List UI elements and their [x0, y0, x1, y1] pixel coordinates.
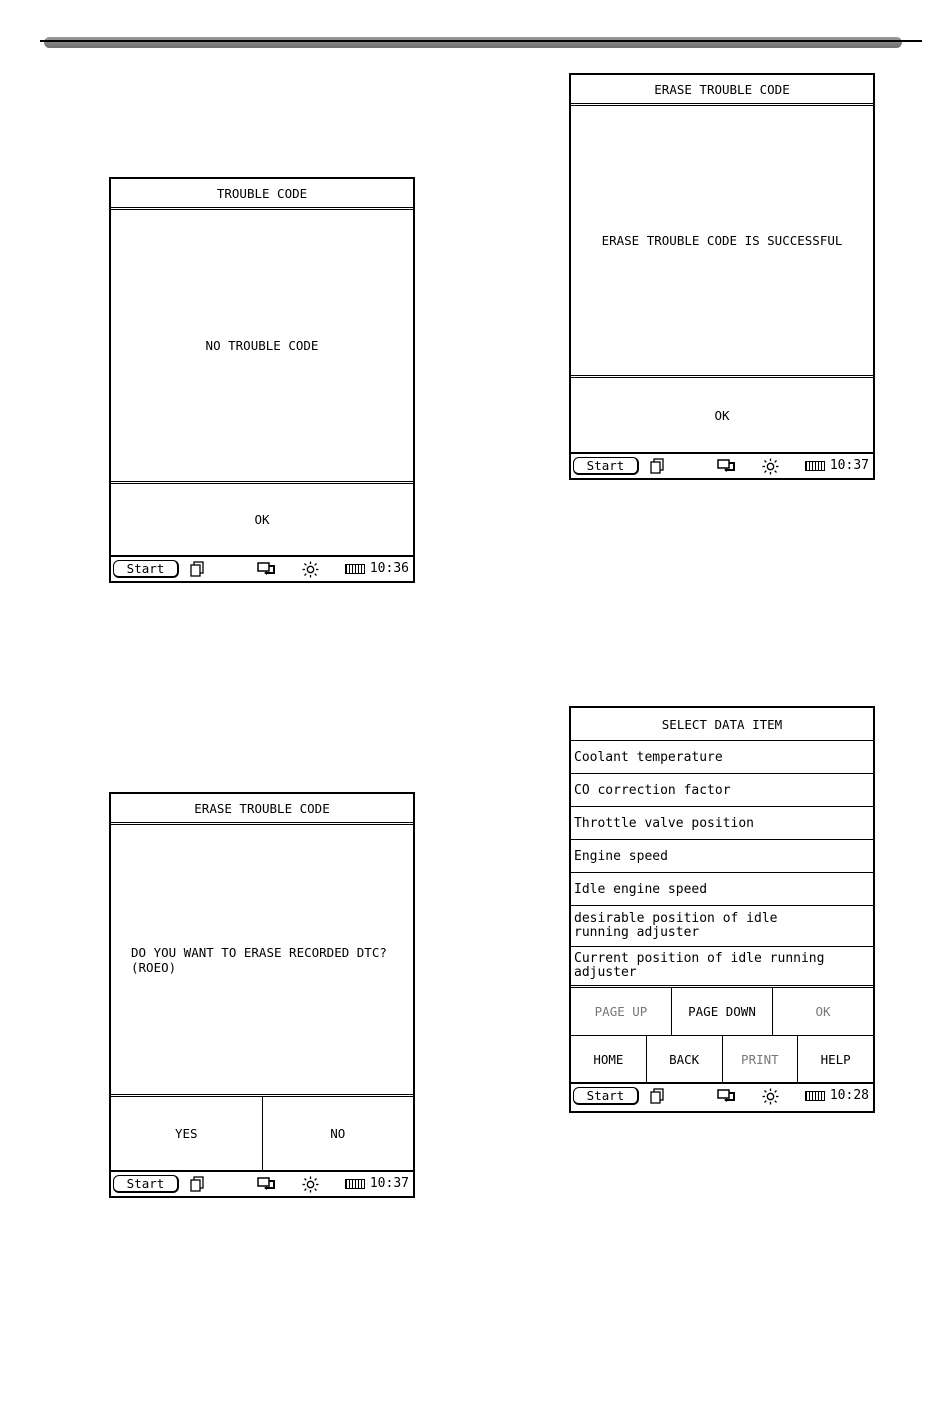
screen-trouble-code: [109, 177, 415, 583]
windows-icon[interactable]: [189, 561, 205, 577]
list-item-label: desirable position of idle running adjuster: [574, 911, 778, 940]
message-area: [111, 825, 413, 1097]
yes-button[interactable]: YES: [174, 1126, 198, 1141]
connection-icon[interactable]: [717, 1088, 735, 1104]
taskbar: [571, 454, 873, 478]
screen-title: ERASE TROUBLE CODE: [571, 75, 873, 106]
screen-erase-success: [569, 73, 875, 480]
start-button[interactable]: Start: [573, 1087, 639, 1105]
message-area: [571, 106, 873, 378]
header-rule-shadow: [44, 37, 902, 48]
screen-select-data-item: [569, 706, 875, 1113]
message-line: DO YOU WANT TO ERASE RECORDED DTC?: [131, 944, 387, 960]
list-item[interactable]: [571, 906, 873, 947]
print-button[interactable]: PRINT: [722, 1036, 798, 1082]
taskbar: [571, 1084, 873, 1108]
start-button[interactable]: Start: [113, 560, 179, 578]
back-button[interactable]: BACK: [646, 1036, 722, 1082]
no-button[interactable]: NO: [262, 1097, 414, 1170]
screen-title: TROUBLE CODE: [111, 179, 413, 210]
list-item-label: Current position of idle running adjuster: [574, 951, 825, 980]
page-up-button[interactable]: PAGE UP: [594, 1004, 648, 1019]
windows-icon[interactable]: [649, 458, 665, 474]
list-item[interactable]: Throttle valve position: [571, 807, 873, 840]
keyboard-icon[interactable]: [345, 564, 365, 574]
connection-icon[interactable]: [257, 561, 275, 577]
windows-icon[interactable]: [189, 1176, 205, 1192]
action-button-row: [571, 1036, 873, 1084]
nav-button-row: [571, 988, 873, 1036]
brightness-icon[interactable]: [302, 1176, 319, 1193]
page-down-button[interactable]: PAGE DOWN: [671, 988, 772, 1035]
screen-title: ERASE TROUBLE CODE: [111, 794, 413, 825]
message-area: [111, 210, 413, 484]
message-text: ERASE TROUBLE CODE IS SUCCESSFUL: [601, 233, 843, 248]
clock: 10:36: [369, 561, 409, 576]
list-item[interactable]: Coolant temperature: [571, 741, 873, 774]
ok-button[interactable]: OK: [714, 407, 730, 423]
start-button[interactable]: Start: [113, 1175, 179, 1193]
screen-title: SELECT DATA ITEM: [571, 708, 873, 741]
list-item[interactable]: [571, 947, 873, 988]
keyboard-icon[interactable]: [805, 1091, 825, 1101]
start-button[interactable]: Start: [573, 457, 639, 475]
list-item[interactable]: Engine speed: [571, 840, 873, 873]
taskbar: [111, 557, 413, 581]
list-item[interactable]: Idle engine speed: [571, 873, 873, 906]
home-button[interactable]: HOME: [593, 1051, 624, 1067]
message-text: NO TROUBLE CODE: [205, 338, 319, 353]
brightness-icon[interactable]: [762, 458, 779, 475]
message-line: (ROEO): [131, 959, 177, 975]
ok-button[interactable]: OK: [254, 512, 270, 527]
ok-button[interactable]: OK: [772, 988, 873, 1035]
header-rule: [40, 40, 922, 42]
windows-icon[interactable]: [649, 1088, 665, 1104]
taskbar: [111, 1172, 413, 1196]
keyboard-icon[interactable]: [805, 461, 825, 471]
button-bar: [111, 484, 413, 557]
brightness-icon[interactable]: [302, 561, 319, 578]
button-bar: [571, 378, 873, 454]
brightness-icon[interactable]: [762, 1088, 779, 1105]
help-button[interactable]: HELP: [797, 1036, 873, 1082]
clock: 10:37: [369, 1176, 409, 1191]
screen-erase-confirm: [109, 792, 415, 1198]
clock: 10:37: [829, 458, 869, 473]
list-item[interactable]: CO correction factor: [571, 774, 873, 807]
connection-icon[interactable]: [717, 458, 735, 474]
clock: 10:28: [829, 1088, 869, 1103]
connection-icon[interactable]: [257, 1176, 275, 1192]
button-bar: [111, 1097, 413, 1172]
keyboard-icon[interactable]: [345, 1179, 365, 1189]
